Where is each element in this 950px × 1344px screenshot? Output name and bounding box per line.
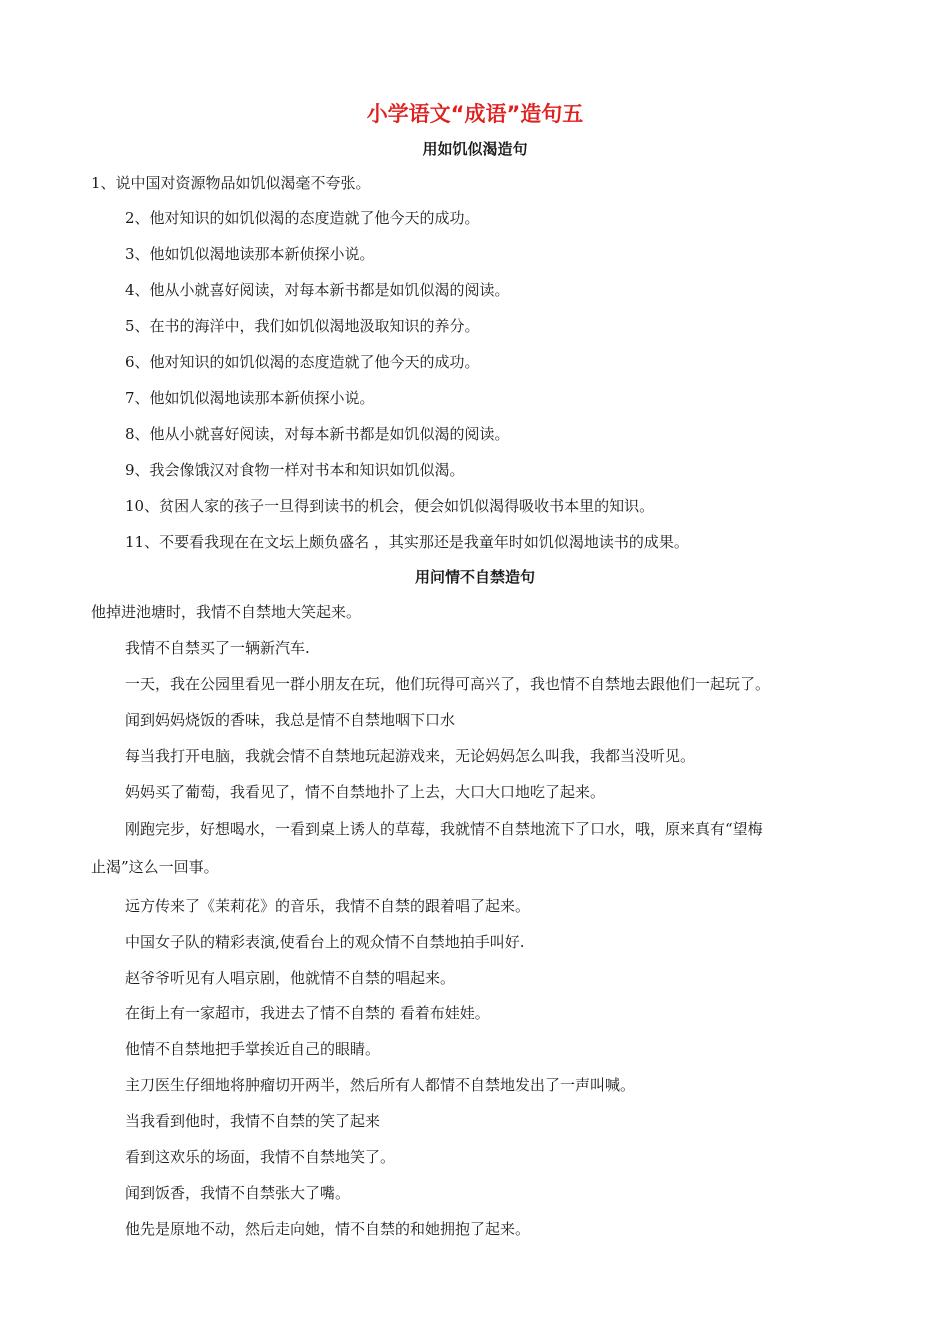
sentence-line: 他掉进池塘时，我情不自禁地大笑起来。 xyxy=(91,603,362,621)
sentence-line: 一天，我在公园里看见一群小朋友在玩，他们玩得可高兴了，我也情不自禁地去跟他们一起玩了。 xyxy=(125,675,771,693)
sentence-line: 每当我打开电脑，我就会情不自禁地玩起游戏来，无论妈妈怎么叫我，我都当没听见。 xyxy=(125,747,696,765)
sentence-line: 6、他对知识的如饥似渴的态度造就了他今天的成功。 xyxy=(125,353,480,371)
sentence-line: 他先是原地不动，然后走向她，情不自禁的和她拥抱了起来。 xyxy=(125,1220,531,1238)
section-heading: 用如饥似渴造句 xyxy=(422,140,528,158)
sentence-line: 闻到饭香，我情不自禁张大了嘴。 xyxy=(125,1184,351,1202)
sentence-line: 主刀医生仔细地将肿瘤切开两半，然后所有人都情不自禁地发出了一声叫喊。 xyxy=(125,1076,636,1094)
sentence-line: 赵爷爷听见有人唱京剧，他就情不自禁的唱起来。 xyxy=(125,969,456,987)
sentence-line: 1、说中国对资源物品如饥似渴毫不夸张。 xyxy=(91,174,371,192)
sentence-line: 10、贫困人家的孩子一旦得到读书的机会，便会如饥似渴得吸收书本里的知识。 xyxy=(125,497,655,515)
document-title: 小学语文“成语”造句五 xyxy=(366,102,584,126)
sentence-line: 刚跑完步，好想喝水，一看到桌上诱人的草莓，我就情不自禁地流下了口水，哦，原来真有“望梅 xyxy=(125,820,763,838)
sentence-line: 妈妈买了葡萄，我看见了，情不自禁地扑了上去，大口大口地吃了起来。 xyxy=(125,783,606,801)
sentence-line: 4、他从小就喜好阅读，对每本新书都是如饥似渴的阅读。 xyxy=(125,281,510,299)
sentence-line: 在街上有一家超市，我进去了情不自禁的 看着布娃娃。 xyxy=(125,1004,490,1022)
sentence-line: 5、在书的海洋中，我们如饥似渴地汲取知识的养分。 xyxy=(125,317,480,335)
section-heading: 用问情不自禁造句 xyxy=(414,568,535,586)
sentence-line: 2、他对知识的如饥似渴的态度造就了他今天的成功。 xyxy=(125,209,480,227)
sentence-line: 3、他如饥似渴地读那本新侦探小说。 xyxy=(125,245,375,263)
sentence-line: 11、不要看我现在在文坛上颇负盛名 ，其实那还是我童年时如饥似渴地读书的成果。 xyxy=(125,533,689,551)
sentence-line: 止渴”这么一回事。 xyxy=(91,858,219,876)
sentence-line: 看到这欢乐的场面，我情不自禁地笑了。 xyxy=(125,1148,396,1166)
sentence-line: 我情不自禁买了一辆新汽车. xyxy=(125,639,310,657)
sentence-line: 当我看到他时，我情不自禁的笑了起来 xyxy=(125,1112,381,1130)
sentence-line: 他情不自禁地把手掌挨近自己的眼睛。 xyxy=(125,1040,381,1058)
sentence-line: 7、他如饥似渴地读那本新侦探小说。 xyxy=(125,389,375,407)
sentence-line: 中国女子队的精彩表演,使看台上的观众情不自禁地拍手叫好. xyxy=(125,933,525,951)
sentence-line: 闻到妈妈烧饭的香味，我总是情不自禁地咽下口水 xyxy=(125,711,456,729)
sentence-line: 9、我会像饿汉对食物一样对书本和知识如饥似渴。 xyxy=(125,461,465,479)
sentence-line: 远方传来了《茉莉花》的音乐，我情不自禁的跟着唱了起来。 xyxy=(125,897,531,915)
sentence-line: 8、他从小就喜好阅读，对每本新书都是如饥似渴的阅读。 xyxy=(125,425,510,443)
